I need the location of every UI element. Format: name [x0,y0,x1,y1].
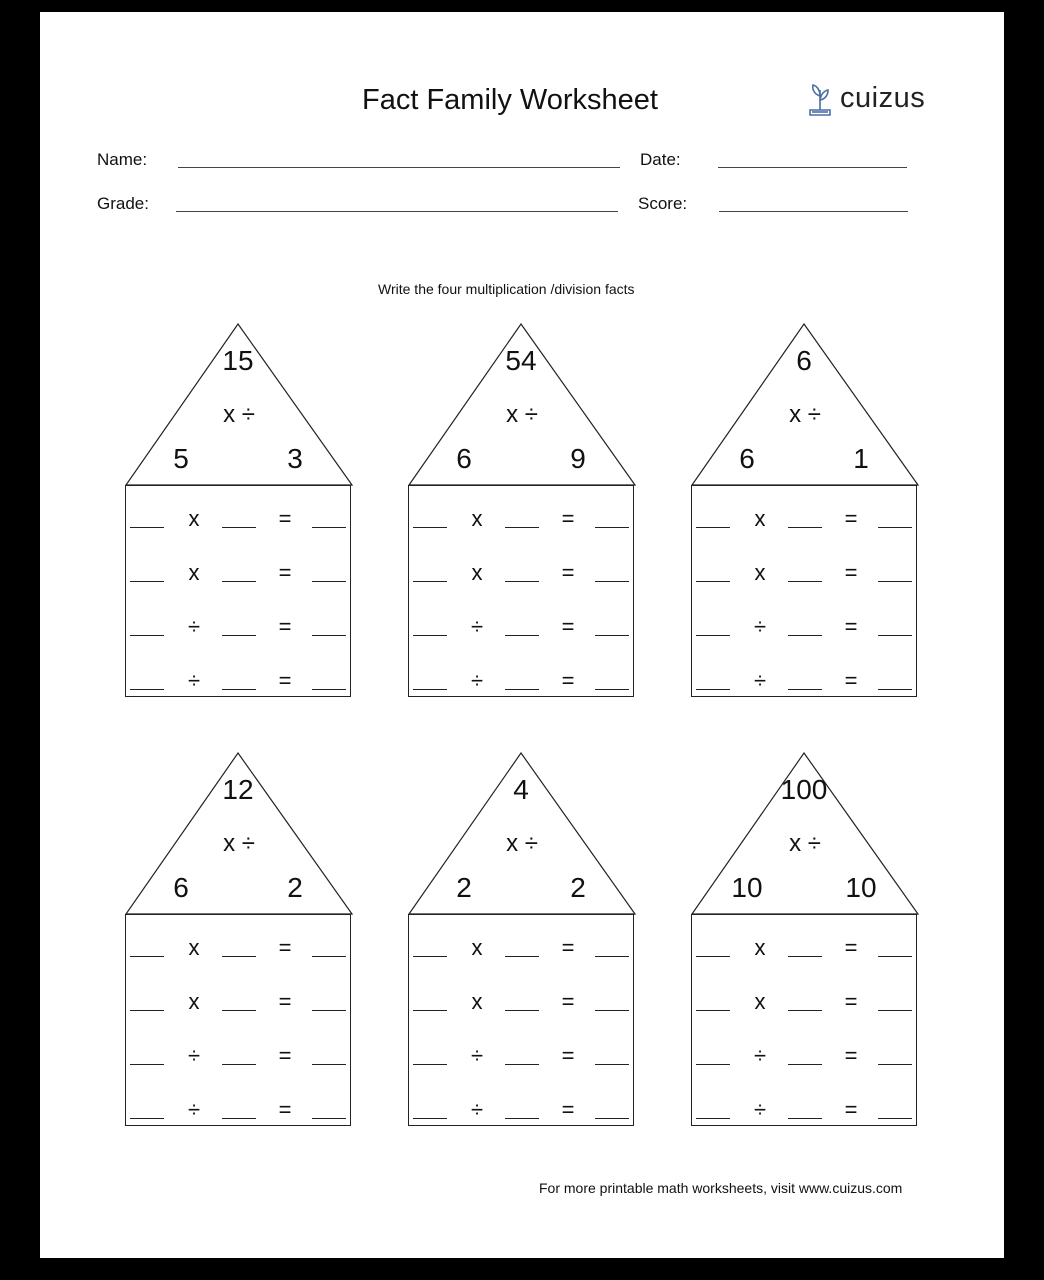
operator-symbol: x [188,989,200,1014]
operator-symbol: x [188,560,200,585]
fact-family-house [408,752,636,1127]
operator-symbol: x [471,989,483,1014]
operator-symbol: ÷ [753,614,767,639]
answer-blank-3[interactable] [878,689,912,690]
equals-symbol: = [278,1097,292,1122]
answer-blank-3[interactable] [312,527,346,528]
equals-symbol: = [844,1043,858,1068]
equals-symbol: = [561,560,575,585]
answer-blank-2[interactable] [222,635,256,636]
answer-blank-2[interactable] [505,1010,539,1011]
operator-symbol: ÷ [187,668,201,693]
instructions: Write the four multiplication /division facts [378,281,635,297]
plant-book-icon [806,80,836,118]
answer-blank-1[interactable] [413,1118,447,1119]
left-number: 5 [173,443,189,474]
answer-blank-2[interactable] [505,1118,539,1119]
operator-symbol: x [188,935,200,960]
operator-symbol: x [471,560,483,585]
answer-blank-2[interactable] [788,1010,822,1011]
equals-symbol: = [844,506,858,531]
answer-blank-3[interactable] [595,527,629,528]
answer-blank-2[interactable] [788,1118,822,1119]
answer-blank-3[interactable] [312,956,346,957]
equals-symbol: = [278,1043,292,1068]
operator-symbol: x [754,506,766,531]
equals-symbol: = [844,989,858,1014]
operator-symbol: ÷ [470,668,484,693]
answer-blank-3[interactable] [595,635,629,636]
facts-box [408,914,634,1126]
answer-blank-1[interactable] [696,1064,730,1065]
operator-symbol: ÷ [753,668,767,693]
answer-blank-3[interactable] [878,1064,912,1065]
answer-blank-2[interactable] [222,1064,256,1065]
left-number: 6 [739,443,755,474]
fact-row [692,923,918,963]
fact-row [692,548,918,588]
fact-row [126,1031,352,1071]
operator-symbol: ÷ [470,614,484,639]
answer-blank-1[interactable] [413,527,447,528]
answer-blank-2[interactable] [222,1010,256,1011]
fact-family-house [691,752,919,1127]
operations-label: x ÷ [789,401,821,428]
right-number: 1 [853,443,869,474]
answer-blank-1[interactable] [413,689,447,690]
right-number: 9 [570,443,586,474]
answer-blank-1[interactable] [130,1064,164,1065]
answer-blank-2[interactable] [788,581,822,582]
equals-symbol: = [844,614,858,639]
right-number: 2 [287,872,303,903]
answer-blank-2[interactable] [222,1118,256,1119]
fact-family-house [125,323,353,698]
right-number: 3 [287,443,303,474]
fact-row [409,1031,635,1071]
right-number: 2 [570,872,586,903]
answer-blank-1[interactable] [413,1064,447,1065]
equals-symbol: = [561,614,575,639]
fact-row [409,656,635,696]
answer-blank-2[interactable] [222,956,256,957]
answer-blank-1[interactable] [696,956,730,957]
fact-row [126,602,352,642]
answer-blank-3[interactable] [595,689,629,690]
answer-blank-1[interactable] [696,1010,730,1011]
facts-box [691,485,917,697]
answer-blank-1[interactable] [130,527,164,528]
footer-note: For more printable math worksheets, visit www.cuizus.com [539,1180,903,1196]
equals-symbol: = [278,560,292,585]
answer-blank-2[interactable] [788,1064,822,1065]
answer-blank-1[interactable] [413,581,447,582]
answer-blank-2[interactable] [788,689,822,690]
name-line[interactable] [178,167,620,168]
date-line[interactable] [718,167,907,168]
fact-row [692,602,918,642]
answer-blank-3[interactable] [878,1010,912,1011]
operations-label: x ÷ [223,830,255,857]
equals-symbol: = [278,668,292,693]
score-label: Score: [638,194,688,213]
fact-row [409,1085,635,1125]
equals-symbol: = [278,506,292,531]
operations-label: x ÷ [506,830,538,857]
fact-row [409,602,635,642]
answer-blank-3[interactable] [595,956,629,957]
operations-label: x ÷ [223,401,255,428]
answer-blank-2[interactable] [505,635,539,636]
score-line[interactable] [719,211,908,212]
operator-symbol: x [188,506,200,531]
operator-symbol: ÷ [187,1097,201,1122]
answer-blank-1[interactable] [413,1010,447,1011]
operator-symbol: ÷ [470,1097,484,1122]
answer-blank-1[interactable] [130,635,164,636]
operator-symbol: x [471,506,483,531]
equals-symbol: = [561,989,575,1014]
top-number: 15 [222,345,254,376]
fact-row [692,1085,918,1125]
answer-blank-1[interactable] [696,635,730,636]
fact-row [409,923,635,963]
fact-row [692,1031,918,1071]
answer-blank-1[interactable] [130,956,164,957]
equals-symbol: = [561,935,575,960]
equals-symbol: = [278,989,292,1014]
left-number: 2 [456,872,472,903]
fact-row [409,548,635,588]
facts-box [125,914,351,1126]
equals-symbol: = [278,935,292,960]
answer-blank-3[interactable] [878,635,912,636]
date-label: Date: [640,150,681,169]
left-number: 6 [173,872,189,903]
equals-symbol: = [561,1097,575,1122]
equals-symbol: = [561,1043,575,1068]
answer-blank-1[interactable] [413,956,447,957]
answer-blank-3[interactable] [312,1118,346,1119]
page-title: Fact Family Worksheet [362,84,658,116]
facts-box [125,485,351,697]
answer-blank-2[interactable] [505,956,539,957]
operator-symbol: x [471,935,483,960]
answer-blank-1[interactable] [696,689,730,690]
answer-blank-3[interactable] [595,1010,629,1011]
answer-blank-3[interactable] [312,689,346,690]
answer-blank-2[interactable] [788,527,822,528]
right-number: 10 [845,872,877,903]
operator-symbol: ÷ [753,1097,767,1122]
answer-blank-2[interactable] [788,635,822,636]
answer-blank-3[interactable] [595,1064,629,1065]
fact-row [692,494,918,534]
brand-name: cuizus [840,82,926,114]
fact-row [126,1085,352,1125]
left-number: 10 [731,872,763,903]
left-number: 6 [456,443,472,474]
operator-symbol: ÷ [470,1043,484,1068]
top-number: 54 [505,345,537,376]
answer-blank-3[interactable] [312,1064,346,1065]
equals-symbol: = [561,668,575,693]
equals-symbol: = [844,560,858,585]
answer-blank-2[interactable] [505,1064,539,1065]
answer-blank-3[interactable] [595,1118,629,1119]
fact-row [692,977,918,1017]
operator-symbol: ÷ [753,1043,767,1068]
answer-blank-2[interactable] [505,527,539,528]
operator-symbol: x [754,935,766,960]
answer-blank-3[interactable] [878,956,912,957]
fact-row [409,977,635,1017]
operator-symbol: ÷ [187,1043,201,1068]
answer-blank-2[interactable] [222,689,256,690]
operator-symbol: ÷ [187,614,201,639]
fact-family-house [691,323,919,698]
operator-symbol: x [754,989,766,1014]
operator-symbol: x [754,560,766,585]
grade-label: Grade: [97,194,149,213]
answer-blank-3[interactable] [878,527,912,528]
equals-symbol: = [278,614,292,639]
answer-blank-1[interactable] [130,689,164,690]
fact-family-house [408,323,636,698]
equals-symbol: = [844,935,858,960]
grade-line[interactable] [176,211,618,212]
equals-symbol: = [561,506,575,531]
top-number: 4 [513,774,529,805]
fact-row [126,977,352,1017]
answer-blank-3[interactable] [312,581,346,582]
answer-blank-3[interactable] [595,581,629,582]
answer-blank-1[interactable] [696,581,730,582]
equals-symbol: = [844,668,858,693]
answer-blank-1[interactable] [696,527,730,528]
top-number: 6 [796,345,812,376]
answer-blank-1[interactable] [130,581,164,582]
operations-label: x ÷ [789,830,821,857]
answer-blank-2[interactable] [788,956,822,957]
fact-row [126,656,352,696]
fact-row [126,923,352,963]
answer-blank-2[interactable] [505,689,539,690]
facts-box [691,914,917,1126]
operations-label: x ÷ [506,401,538,428]
answer-blank-1[interactable] [130,1010,164,1011]
fact-row [409,494,635,534]
answer-blank-2[interactable] [505,581,539,582]
answer-blank-3[interactable] [878,581,912,582]
answer-blank-2[interactable] [222,581,256,582]
name-label: Name: [97,150,148,169]
answer-blank-1[interactable] [696,1118,730,1119]
answer-blank-3[interactable] [312,1010,346,1011]
fact-row [126,548,352,588]
fact-family-house [125,752,353,1127]
answer-blank-1[interactable] [413,635,447,636]
top-number: 100 [780,774,828,805]
fact-row [126,494,352,534]
answer-blank-3[interactable] [312,635,346,636]
facts-box [408,485,634,697]
answer-blank-1[interactable] [130,1118,164,1119]
equals-symbol: = [844,1097,858,1122]
top-number: 12 [222,774,254,805]
answer-blank-2[interactable] [222,527,256,528]
fact-row [692,656,918,696]
answer-blank-3[interactable] [878,1118,912,1119]
